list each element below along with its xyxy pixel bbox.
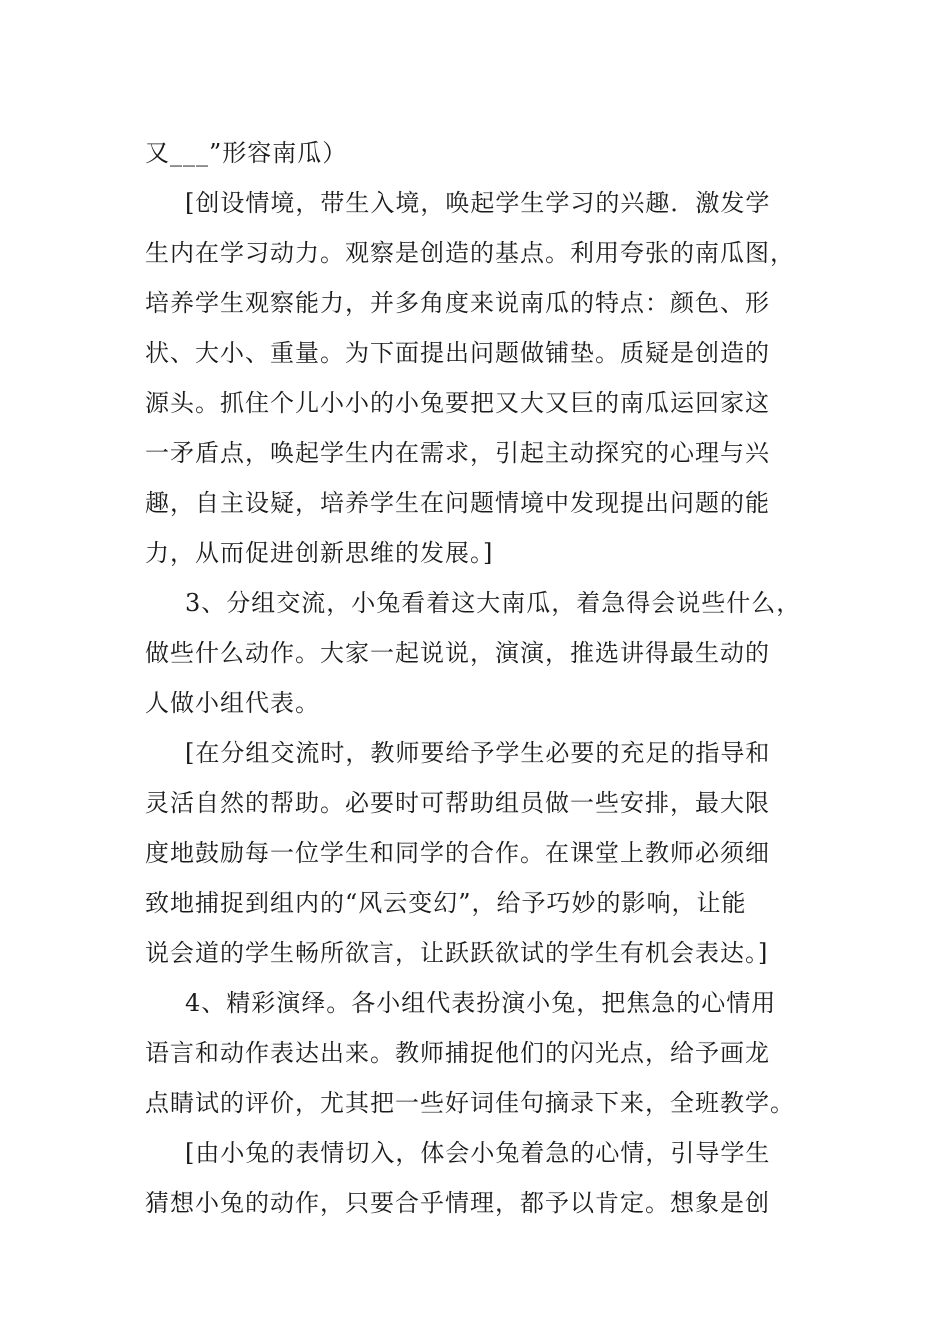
text-line: 说会道的学生畅所欲言，让跃跃欲试的学生有机会表达。] (145, 939, 769, 967)
text-line: 一矛盾点，唤起学生内在需求，引起主动探究的心理与兴 (145, 439, 770, 467)
text-line: [创设情境，带生入境，唤起学生学习的兴趣．激发学 (185, 189, 771, 217)
text-line: 趣，自主设疑，培养学生在问题情境中发现提出问题的能 (145, 489, 770, 517)
text-line: 点睛试的评价，尤其把一些好词佳句摘录下来，全班教学。 (145, 1089, 795, 1117)
text-line: [在分组交流时，教师要给予学生必要的充足的指导和 (185, 739, 771, 767)
text-line: 状、大小、重量。为下面提出问题做铺垫。质疑是创造的 (145, 339, 770, 367)
text-line: 人做小组代表。 (145, 689, 320, 717)
text-line: 力，从而促进创新思维的发展。] (145, 539, 494, 567)
text-line: 3、分组交流，小兔看着这大南瓜，着急得会说些什么， (185, 589, 802, 617)
text-line: 猜想小兔的动作，只要合乎情理，都予以肯定。想象是创 (145, 1189, 770, 1217)
text-line: 培养学生观察能力，并多角度来说南瓜的特点：颜色、形 (145, 289, 770, 317)
text-line: 生内在学习动力。观察是创造的基点。利用夸张的南瓜图， (145, 239, 795, 267)
text-line: 又___”形容南瓜） (145, 139, 348, 167)
text-line: 源头。抓住个儿小小的小兔要把又大又巨的南瓜运回家这 (145, 389, 770, 417)
text-line: 灵活自然的帮助。必要时可帮助组员做一些安排，最大限 (145, 789, 770, 817)
text-line: 度地鼓励每一位学生和同学的合作。在课堂上教师必须细 (145, 839, 770, 867)
text-line: 做些什么动作。大家一起说说，演演，推选讲得最生动的 (145, 639, 770, 667)
text-line: 4、精彩演绎。各小组代表扮演小兔，把焦急的心情用 (185, 989, 777, 1017)
text-line: [由小兔的表情切入，体会小兔着急的心情，引导学生 (185, 1139, 771, 1167)
text-line: 致地捕捉到组内的“风云变幻”，给予巧妙的影响，让能 (145, 889, 747, 917)
text-line: 语言和动作表达出来。教师捕捉他们的闪光点，给予画龙 (145, 1039, 770, 1067)
